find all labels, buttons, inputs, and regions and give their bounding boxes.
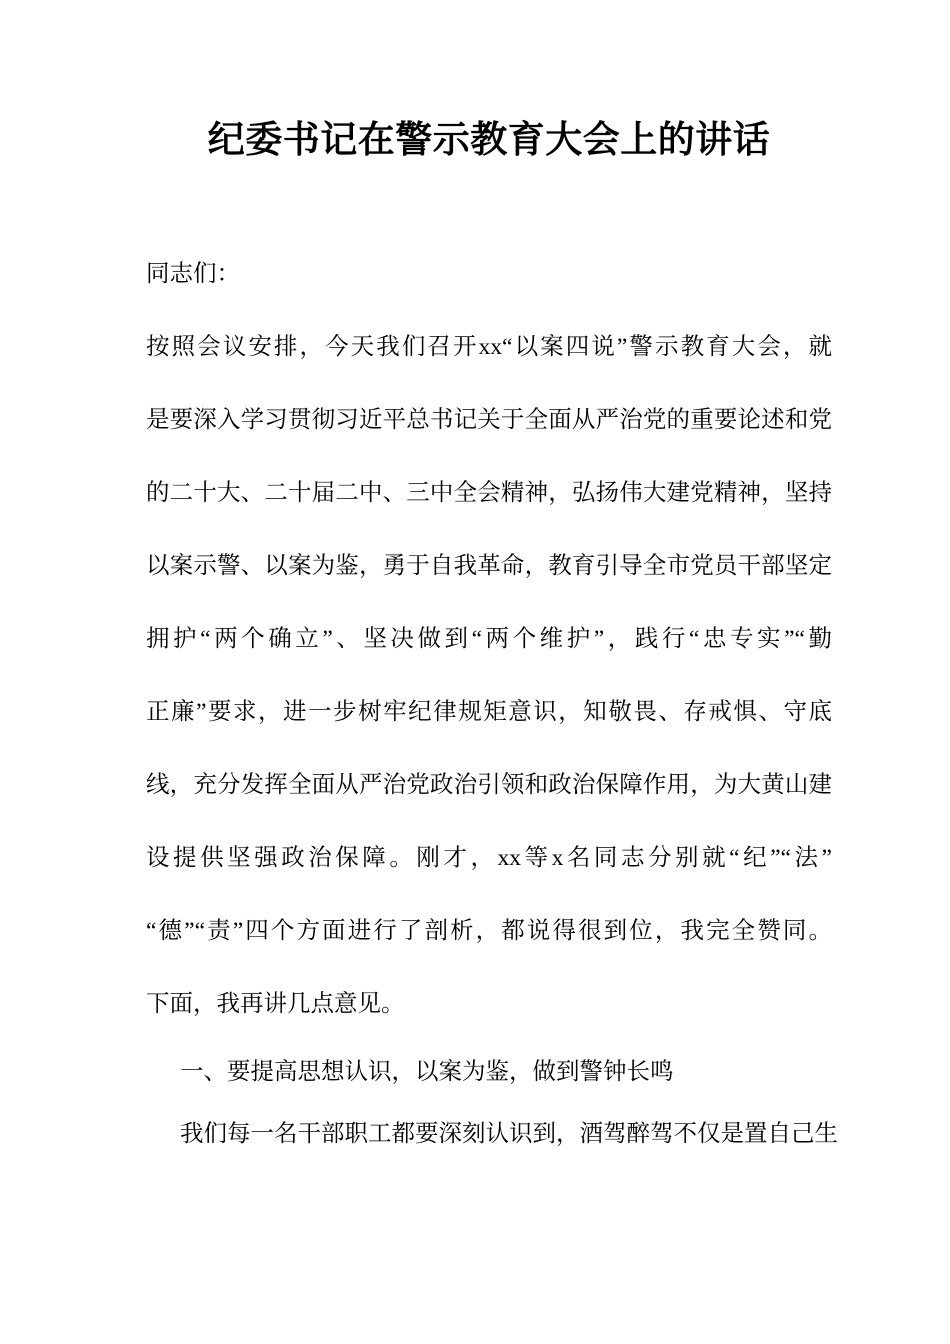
paragraph-line: “德”“责”四个方面进行了剖析，都说得很到位，我完全赞同。	[146, 918, 832, 944]
paragraph-line: 的二十大、二十届二中、三中全会精神，弘扬伟大建党精神，坚持	[146, 480, 832, 506]
paragraph-line: 线，充分发挥全面从严治党政治引领和政治保障作用，为大黄山建	[146, 772, 832, 798]
body-paragraph	[146, 311, 832, 1041]
section-heading-1: 一、要提高思想认识，以案为鉴，做到警钟长鸣	[180, 1059, 674, 1085]
paragraph-line: 设提供坚强政治保障。刚才，xx等x名同志分别就“纪”“法”	[146, 845, 832, 871]
paragraph-line: 我们每一名干部职工都要深刻认识到，酒驾醉驾不仅是置自己生	[180, 1121, 838, 1147]
paragraph-line: 拥护“两个确立”、坚决做到“两个维护”，践行“忠专实”“勤	[146, 626, 832, 652]
paragraph-line: 按照会议安排，今天我们召开xx“以案四说”警示教育大会，就	[146, 334, 832, 360]
document-title: 纪委书记在警示教育大会上的讲话	[207, 120, 771, 161]
paragraph-line: 正廉”要求，进一步树牢纪律规矩意识，知敬畏、存戒惧、守底	[146, 699, 832, 725]
salutation: 同志们：	[146, 261, 240, 287]
document-content	[146, 0, 838, 1165]
paragraph-line: 以案示警、以案为鉴，勇于自我革命，教育引导全市党员干部坚定	[146, 553, 832, 579]
paragraph-line: 是要深入学习贯彻习近平总书记关于全面从严治党的重要论述和党	[146, 407, 832, 433]
paragraph-line: 下面，我再讲几点意见。	[146, 991, 405, 1017]
